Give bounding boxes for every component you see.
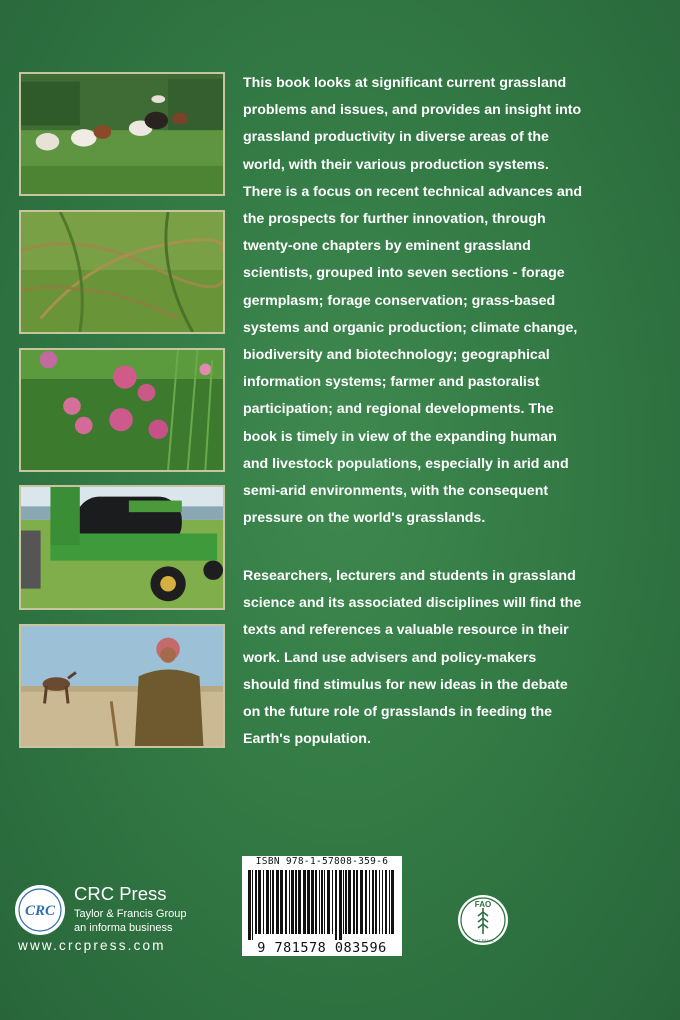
barcode-bar [391, 870, 394, 934]
barcode-bar [382, 870, 383, 934]
barcode-bar [389, 870, 390, 934]
barcode-bar [327, 870, 330, 934]
barcode-bar [321, 870, 323, 934]
barcode-bar [291, 870, 294, 934]
barcode-bar [379, 870, 380, 934]
barcode-bar [272, 870, 274, 934]
barcode-bar [266, 870, 269, 934]
publisher-name: CRC Press [74, 883, 167, 904]
fao-motto: FIAT PANIS [472, 938, 494, 943]
publisher-group: Taylor & Francis Group [74, 908, 187, 920]
barcode-bar [335, 870, 337, 940]
barcode-bars [246, 870, 398, 940]
fao-letters: FAO [474, 900, 492, 909]
barcode-bar [280, 870, 283, 934]
barcode-bar [303, 870, 306, 934]
barcode-bar [252, 870, 253, 940]
barcode-bar [385, 870, 387, 934]
barcode-bar [298, 870, 301, 934]
publisher-url[interactable]: www.crcpress.com [18, 938, 166, 953]
barcode-bar [345, 870, 347, 934]
barcode-bar [307, 870, 310, 934]
publisher-informa: an informa business [74, 922, 173, 934]
barcode-bar [315, 870, 317, 934]
barcode-bar [311, 870, 314, 934]
barcode-bar [369, 870, 370, 934]
barcode-bar [324, 870, 325, 934]
barcode-digits: 9 781578 083596 [257, 940, 387, 956]
fao-logo-icon [457, 894, 509, 946]
barcode-bar [285, 870, 287, 934]
barcode-bar [365, 870, 367, 934]
barcode-bar [255, 870, 257, 934]
photo-herder-with-camel [19, 624, 225, 748]
barcode-bar [375, 870, 377, 934]
barcode-bar [258, 870, 261, 934]
barcode-bar [248, 870, 251, 940]
barcode-bar [356, 870, 358, 934]
barcode-bar [339, 870, 342, 940]
barcode-bar [348, 870, 351, 934]
photo-red-clover [19, 348, 225, 472]
barcode-bar [270, 870, 271, 934]
barcode-bar [276, 870, 279, 934]
barcode-bar [319, 870, 320, 934]
barcode-bar [263, 870, 264, 934]
photo-cattle-grazing [19, 72, 225, 196]
barcode-bar [372, 870, 374, 934]
barcode-bar [289, 870, 290, 934]
isbn-text: ISBN 978-1-57808-359-6 [255, 856, 389, 867]
photo-bale-wrapper-machine [19, 485, 225, 610]
description-paragraph-1: This book looks at significant current grassland problems and issues, and provides an insight into grassland productivity in diverse areas of the world, with their various production systems. There is a focus on recent technical advances and the prospects for further innovation, through twenty-one chapters by eminent grassland scientists, grouped into seven sections - forage germplasm; forage conservation; grass-based systems and organic production; climate change, biodiversity and biotechnology; geographical information systems; farmer and pastoralist participation; and regional developments. The book is timely in view of the expanding human and livestock populations, especially in arid and semi-arid environments, with the consequent pressure on the world's grasslands. [243, 75, 583, 527]
barcode-bar [343, 870, 344, 934]
crc-logo-text: CRC [24, 903, 56, 919]
photo-grass-seedheads [19, 210, 225, 334]
barcode-bar [360, 870, 363, 934]
description-paragraph-2: Researchers, lecturers and students in grassland science and its associated disciplines will find the texts and references a valuable resource in their work. Land use advisers and policy-makers should find stimulus for new ideas in the debate on the future role of grasslands in feeding the Earth's population. [243, 568, 582, 748]
crc-press-logo-icon [14, 884, 66, 936]
barcode-bar [353, 870, 355, 934]
barcode-bar [332, 870, 333, 934]
barcode-bar [295, 870, 297, 934]
isbn-barcode [242, 856, 402, 956]
